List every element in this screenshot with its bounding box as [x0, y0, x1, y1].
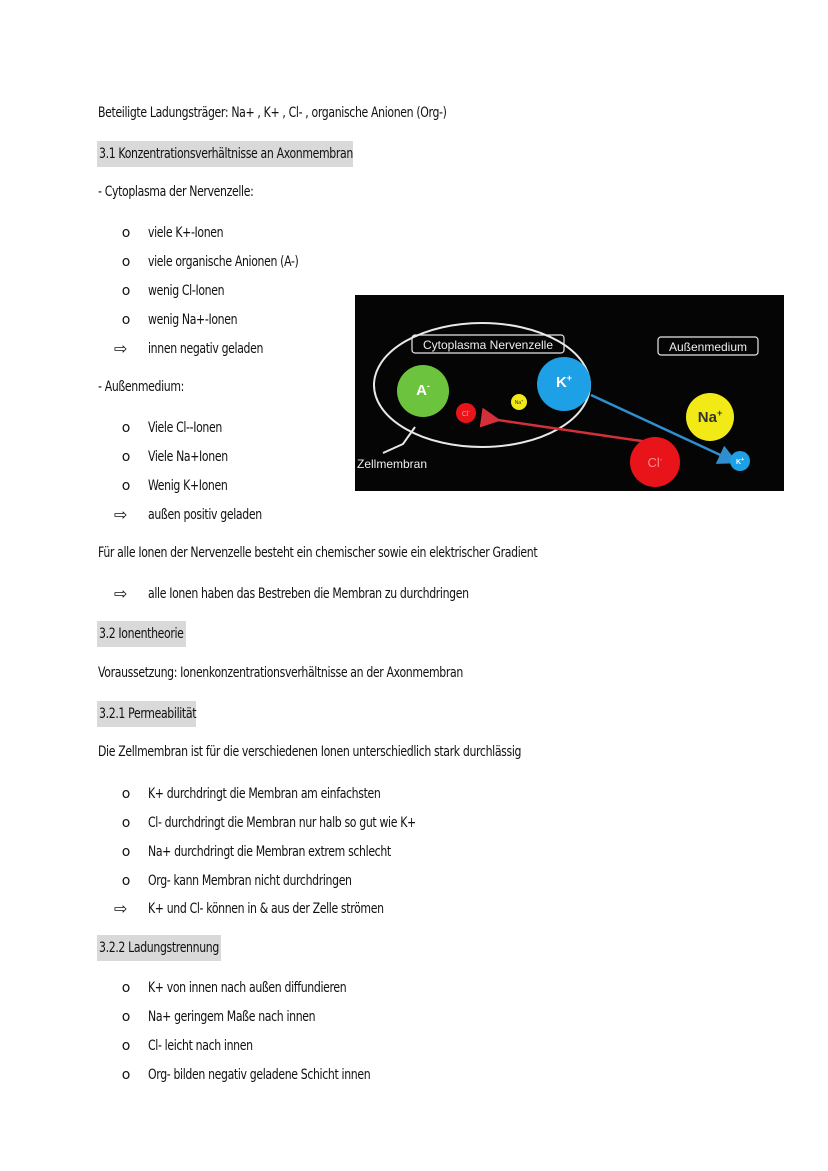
chloride-outside-label: Cl-	[647, 455, 663, 470]
bullet-icon: o	[121, 420, 131, 436]
bullet-icon: o	[121, 449, 131, 465]
list-item: Cl- durchdringt die Membran nur halb so gut wie K+	[148, 815, 416, 831]
bullet-icon: o	[121, 254, 131, 270]
list-item: K+ durchdringt die Membran am einfachsten	[148, 786, 381, 802]
potassium-inside-label: K+	[555, 373, 573, 391]
list-item: wenig Na+-Ionen	[148, 312, 238, 328]
bullet-icon: o	[121, 312, 131, 328]
premise-text: Voraussetzung: Ionenkonzentrationsverhältnisse an der Axonmembran	[98, 665, 463, 681]
bullet-icon: o	[121, 283, 131, 299]
conclusion-text: außen positiv geladen	[148, 507, 262, 523]
ion-diagram-svg	[355, 295, 784, 491]
bullet-icon: o	[121, 873, 131, 889]
bullet-icon: o	[121, 980, 131, 996]
list-item: K+ von innen nach außen diffundieren	[148, 980, 347, 996]
aussen-title: - Außenmedium:	[98, 379, 184, 395]
potassium-outside-label: K+	[736, 457, 744, 466]
list-item: Na+ durchdringt die Membran extrem schlecht	[148, 844, 391, 860]
list-item: Na+ geringem Maße nach innen	[148, 1009, 316, 1025]
heading-3-2-2: 3.2.2 Ladungstrennung	[97, 935, 221, 961]
sodium-inside-label: Na+	[514, 398, 524, 406]
bullet-icon: o	[121, 1009, 131, 1025]
bullet-icon: o	[121, 1067, 131, 1083]
list-item: Viele Na+Ionen	[148, 449, 228, 465]
chloride-inside-label: Cl-	[461, 409, 471, 418]
conclusion-text: innen negativ geladen	[148, 341, 264, 357]
intro-text: Beteiligte Ladungsträger: Na+ , K+ , Cl- , organische Anionen (Org-)	[98, 105, 447, 121]
bullet-icon: o	[121, 1038, 131, 1054]
cytoplasma-label: Cytoplasma Nervenzelle	[422, 338, 554, 352]
list-item: Wenig K+Ionen	[148, 478, 228, 494]
bullet-icon: o	[121, 786, 131, 802]
bullet-icon: o	[121, 225, 131, 241]
list-item: Org- kann Membran nicht durchdringen	[148, 873, 352, 889]
list-item: viele organische Anionen (A-)	[148, 254, 299, 270]
sodium-outside-label: Na+	[697, 408, 723, 426]
anion-label: A-	[416, 381, 430, 399]
bullet-icon: o	[121, 478, 131, 494]
conclusion-text: K+ und Cl- können in & aus der Zelle strömen	[148, 901, 384, 917]
arrow-right-icon: ⇨	[114, 505, 128, 524]
arrow-right-icon: ⇨	[114, 899, 128, 918]
conclusion-text: alle Ionen haben das Bestreben die Membran zu durchdringen	[148, 586, 469, 602]
permeability-statement: Die Zellmembran ist für die verschiedenen Ionen unterschiedlich stark durchlässig	[98, 744, 522, 760]
list-item: wenig Cl-Ionen	[148, 283, 225, 299]
gradient-text: Für alle Ionen der Nervenzelle besteht ein chemischer sowie ein elektrischer Gradient	[98, 545, 538, 561]
bullet-icon: o	[121, 815, 131, 831]
ion-distribution-figure	[355, 295, 784, 491]
heading-3-1: 3.1 Konzentrationsverhältnisse an Axonmembran	[97, 141, 353, 167]
list-item: Cl- leicht nach innen	[148, 1038, 253, 1054]
cytoplasma-title: - Cytoplasma der Nervenzelle:	[98, 184, 254, 200]
chloride-influx-arrow	[491, 419, 655, 443]
list-item: Org- bilden negativ geladene Schicht innen	[148, 1067, 371, 1083]
membrane-label: Zellmembran	[357, 457, 428, 471]
heading-3-2-1: 3.2.1 Permeabilität	[97, 701, 196, 727]
bullet-icon: o	[121, 844, 131, 860]
heading-3-2: 3.2 Ionentheorie	[97, 621, 186, 647]
arrow-right-icon: ⇨	[114, 339, 128, 358]
arrow-right-icon: ⇨	[114, 584, 128, 603]
list-item: viele K+-Ionen	[148, 225, 224, 241]
aussen-label: Außenmedium	[668, 340, 748, 354]
list-item: Viele Cl--Ionen	[148, 420, 222, 436]
